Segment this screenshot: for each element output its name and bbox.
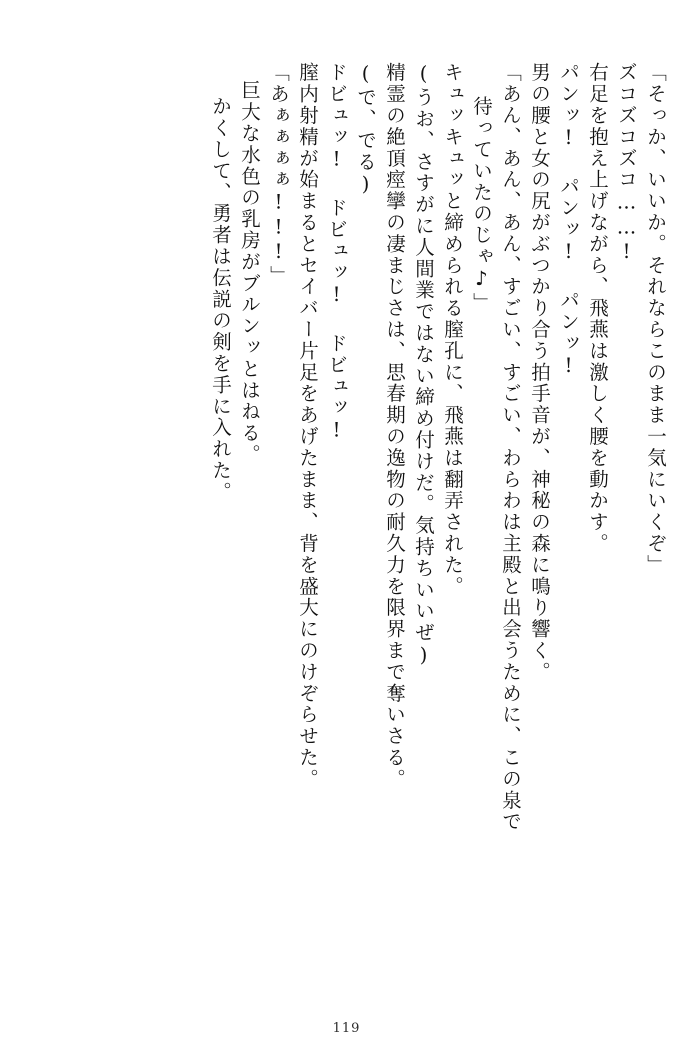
- text-line: (うお、さすがに人間業ではない締め付けだ。気持ちいいぜ): [412, 62, 435, 669]
- text-line: 「あん、あん、あん、すごい、すごい、わらわは主殿と出会うために、この泉で: [499, 62, 522, 833]
- text-line: 「そっか、いいか。それならこのまま一気にいくぞ」: [644, 62, 667, 576]
- text-line: 右足を抱え上げながら、飛燕は激しく腰を動かす。: [586, 62, 609, 555]
- text-line: ドビュッ! ドビュッ! ドビュッ!: [325, 62, 348, 444]
- text-line: 精霊の絶頂痙攣の凄まじさは、思春期の逸物の耐久力を限界まで奪いさる。: [383, 62, 406, 790]
- text-line: 「あぁぁぁぁ!!!」: [267, 62, 290, 287]
- text-line: 膣内射精が始まるとセイバー片足をあげたまま、背を盛大にのけぞらせた。: [296, 62, 319, 790]
- text-line: かくして、勇者は伝説の剣を手に入れた。: [209, 96, 232, 503]
- text-line: (で、でる): [354, 62, 377, 198]
- text-line: パンッ! パンッ! パンッ!: [557, 62, 580, 380]
- vertical-text-block: [40, 62, 665, 990]
- text-line: 男の腰と女の尻がぶつかり合う拍手音が、神秘の森に鳴り響く。: [528, 62, 551, 683]
- text-line: 巨大な水色の乳房がブルンッとはねる。: [238, 80, 261, 466]
- page-number: 119: [332, 1021, 361, 1036]
- text-line: 待っていたのじゃ♪」: [470, 96, 493, 314]
- text-line: キュッキュッと締められる膣孔に、飛燕は翻弄された。: [441, 62, 464, 597]
- text-line: ズコズコズコ……!: [615, 62, 638, 266]
